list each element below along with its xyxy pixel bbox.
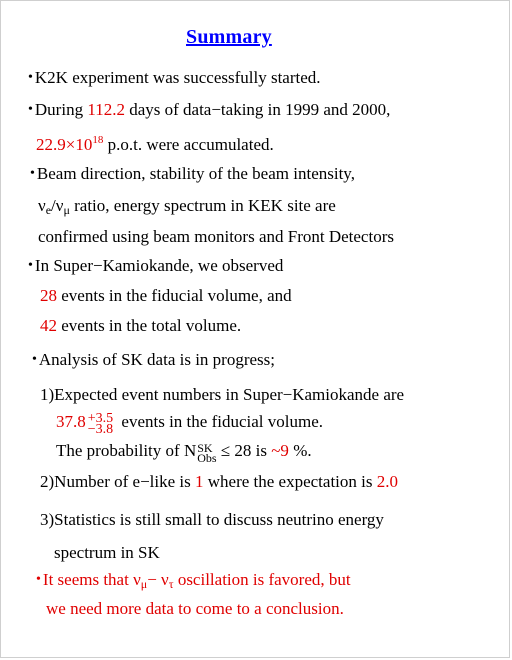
summary-line-probability: The probability of N SK Obs ≤ 28 is ~9 %. bbox=[56, 441, 312, 465]
summary-line-data-taking: • During 112.2 days of data−taking in 1999 and 2000, bbox=[28, 100, 391, 119]
fiducial-count: 28 bbox=[40, 286, 57, 305]
probability-value: ~9 bbox=[271, 441, 289, 460]
summary-line-oscillation: • It seems that $\nu_\mu- \nu_\tau$ oscillation is favored, but bbox=[36, 570, 351, 591]
total-count: 42 bbox=[40, 316, 57, 335]
bullet-icon: • bbox=[32, 352, 37, 367]
bullet-icon: • bbox=[28, 258, 33, 273]
bullet-icon: • bbox=[28, 102, 33, 117]
summary-line-expected: 1)Expected event numbers in Super−Kamiokande are bbox=[40, 385, 405, 404]
summary-line-sk-observed: • In Super−Kamiokande, we observed bbox=[28, 256, 284, 275]
pot-value: $22.9\times 10^{18}$ bbox=[36, 134, 104, 154]
summary-line-conclusion: we need more data to come to a conclusion. bbox=[46, 599, 344, 618]
summary-line-total-events: 42 events in the total volume. bbox=[40, 316, 242, 335]
summary-line-fiducial-events: 28 events in the fiducial volume, and bbox=[40, 286, 292, 305]
bullet-icon: • bbox=[36, 572, 41, 587]
summary-line-beam-direction: • Beam direction, stability of the beam intensity, bbox=[30, 164, 355, 183]
page-title: Summary bbox=[186, 26, 272, 48]
bullet-icon: • bbox=[30, 166, 35, 181]
summary-line-confirmed: confirmed using beam monitors and Front Detectors bbox=[38, 227, 394, 246]
summary-line-analysis: • Analysis of SK data is in progress; bbox=[32, 350, 275, 369]
summary-line-statistics: 3)Statistics is still small to discuss neutrino energy bbox=[40, 510, 384, 529]
summary-line-spectrum: spectrum in SK bbox=[54, 543, 160, 562]
expected-error: +3.5 −3.8 bbox=[87, 411, 114, 437]
bullet-icon: • bbox=[28, 70, 33, 85]
summary-line-expected-value: 37.8 +3.5 −3.8 events in the fiducial volume. bbox=[56, 411, 323, 437]
summary-line-pot: $22.9\times 10^{18}$ p.o.t. were accumulated. bbox=[36, 134, 274, 154]
summary-line-k2k-started: • K2K experiment was successfully started. bbox=[28, 68, 321, 87]
e-like-expectation: 2.0 bbox=[376, 472, 398, 491]
expected-value: 37.8 bbox=[56, 412, 86, 431]
e-like-count: 1 bbox=[195, 472, 204, 491]
days-value: 112.2 bbox=[87, 100, 125, 119]
summary-line-e-like: 2)Number of e−like is 1 where the expectation is 2.0 bbox=[40, 472, 398, 491]
summary-line-ratio: $\nu_e/\nu_\mu$ ratio, energy spectrum in KEK site are bbox=[38, 196, 336, 217]
